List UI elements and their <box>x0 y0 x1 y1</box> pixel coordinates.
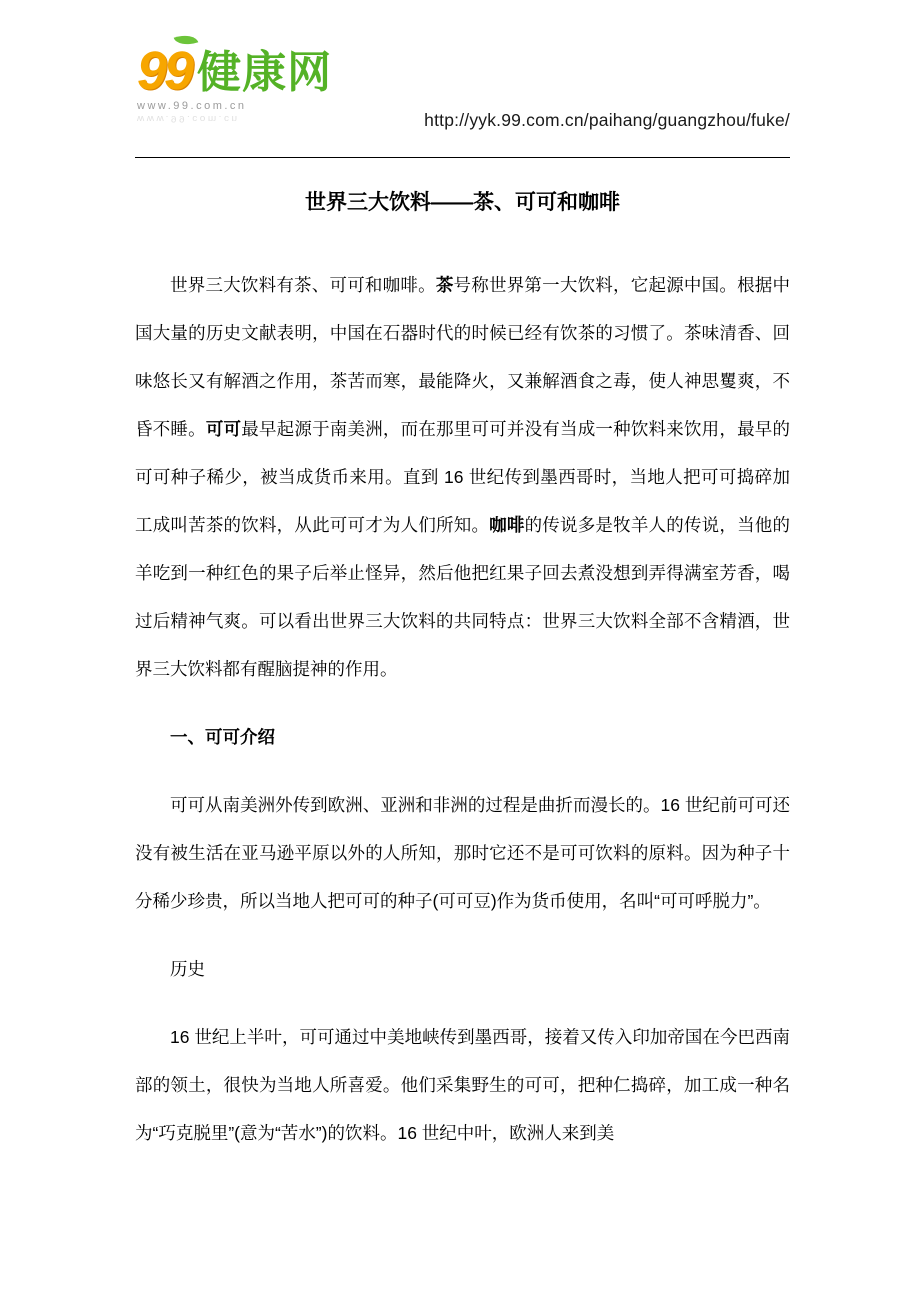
page-header <box>135 0 790 158</box>
logo-text-row <box>137 41 333 101</box>
logo-domain: www.99.com.cn <box>137 100 247 112</box>
document-content <box>135 0 790 1157</box>
document-title: 世界三大饮料——茶、可可和咖啡 <box>305 191 620 214</box>
section-heading-cocoa: 一、可可介绍 <box>170 727 275 748</box>
subheading-history: 历史 <box>170 959 205 980</box>
keyword-cocoa: 可可 <box>205 419 242 440</box>
intro-segment-1: 世界三大饮料有茶、可可和咖啡。 <box>170 275 436 296</box>
logo-number: 99 <box>137 41 192 101</box>
site-logo <box>137 41 333 124</box>
cocoa-paragraph: 可可从南美洲外传到欧洲、亚洲和非洲的过程是曲折而漫长的。16 世纪前可可还没有被生活在亚马逊平原以外的人所知，那时它还不是可可饮料的原料。因为种子十分稀少珍贵，所以当地人把可可的种子(可可豆)作为货币使用，名叫“可可呼脱力”。 <box>135 795 790 912</box>
logo-name: 健康网 <box>197 48 333 97</box>
logo-domain-reflection: www.99.com.cn <box>137 113 240 124</box>
keyword-coffee: 咖啡 <box>489 515 525 536</box>
intro-segment-2: 号称世界第一大饮料，它起源中国。根据中国大量的历史文献表明，中国在石器时代的时候已经有饮茶的习惯了。茶味清香、回味悠长又有解酒之作用，茶苦而寒，最能降火，又兼解酒食之毒，使人神思矍爽，不昏不睡。 <box>135 275 791 440</box>
keyword-tea: 茶 <box>435 275 454 296</box>
intro-segment-4: 的传说多是牧羊人的传说，当他的羊吃到一种红色的果子后举止怪异，然后他把红果子回去煮没想到弄得满室芳香，喝过后精神气爽。可以看出世界三大饮料的共同特点：世界三大饮料全部不含精酒，世界三大饮料都有醒脑提神的作用。 <box>135 515 791 680</box>
history-paragraph: 16 世纪上半叶，可可通过中美地峡传到墨西哥，接着又传入印加帝国在今巴西南部的领土，很快为当地人所喜爱。他们采集野生的可可，把种仁捣碎，加工成一种名为“巧克脱里”(意为“苦水”)的饮料。16 世纪中叶，欧洲人来到美 <box>135 1027 790 1144</box>
intro-segment-3: 最早起源于南美洲，而在那里可可并没有当成一种饮料来饮用，最早的可可种子稀少，被当成货币来用。直到 16 世纪传到墨西哥时，当地人把可可捣碎加工成叫苦茶的饮料，从此可可才为人们所知。 <box>135 419 791 536</box>
source-url: http://yyk.99.com.cn/paihang/guangzhou/fuke/ <box>424 110 790 130</box>
intro-paragraph <box>135 261 790 693</box>
